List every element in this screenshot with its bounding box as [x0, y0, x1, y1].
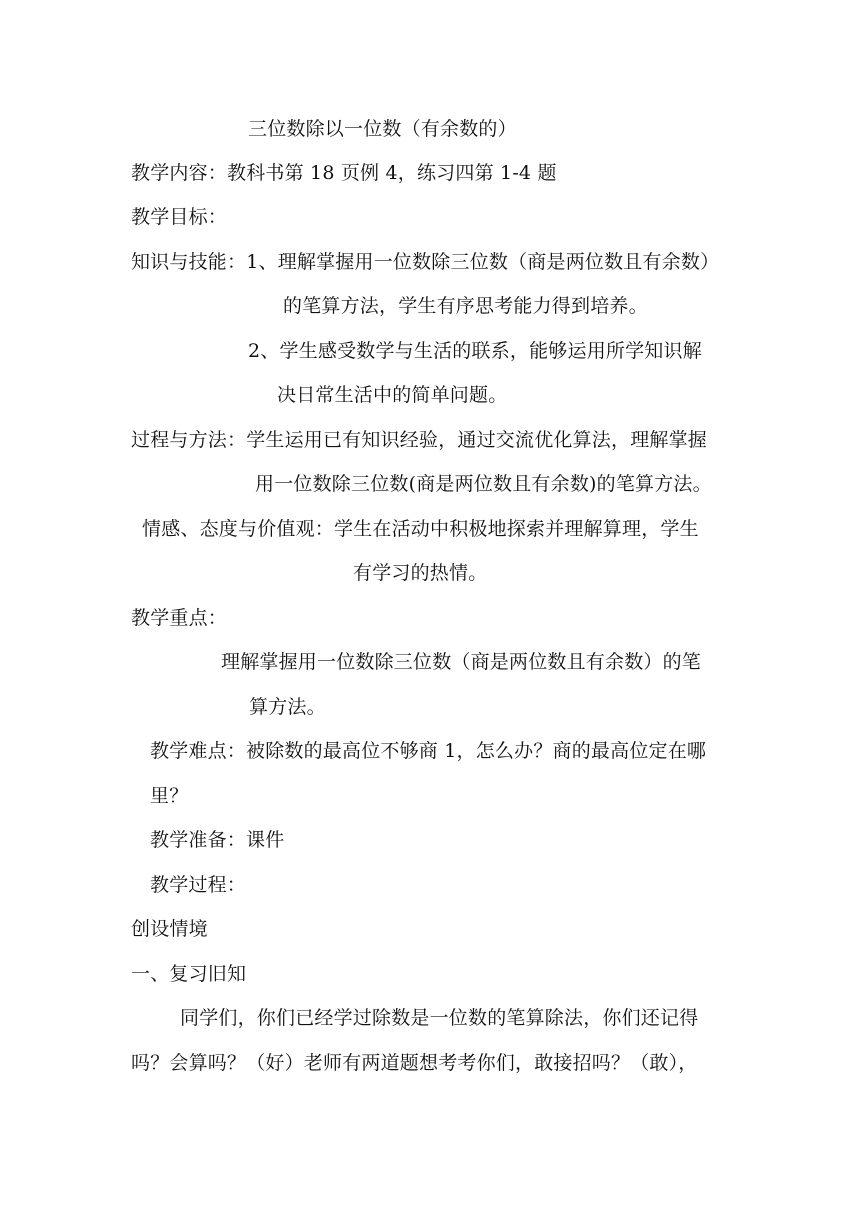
emotion-line-2: 有学习的热情。	[353, 562, 488, 584]
knowledge-skill-line-3: 2、学生感受数学与生活的联系，能够运用所学知识解	[248, 340, 702, 362]
review-heading: 一、复习旧知	[131, 963, 247, 985]
knowledge-skill-line-4: 决日常生活中的简单问题。	[277, 384, 508, 406]
document-title: 三位数除以一位数（有余数的）	[248, 118, 517, 140]
teaching-process-heading: 教学过程：	[150, 874, 247, 896]
difficulty-line-2: 里？	[150, 785, 189, 807]
preparation-line: 教学准备：课件	[150, 829, 285, 851]
process-method-line-1: 过程与方法：学生运用已有知识经验，通过交流优化算法，理解掌握	[131, 429, 708, 451]
paragraph-line-1: 同学们，你们已经学过除数是一位数的笔算除法，你们还记得	[180, 1007, 699, 1029]
knowledge-skill-line-1: 知识与技能：1、理解掌握用一位数除三位数（商是两位数且有余数）	[131, 251, 720, 273]
teaching-content: 教学内容：教科书第 18 页例 4，练习四第 1-4 题	[131, 162, 557, 184]
scenario-heading: 创设情境	[131, 918, 208, 940]
key-point-line-2: 算方法。	[249, 696, 326, 718]
emotion-line-1: 情感、态度与价值观：学生在活动中积极地探索并理解算理，学生	[142, 518, 699, 540]
key-point-line-1: 理解掌握用一位数除三位数（商是两位数且有余数）的笔	[221, 651, 702, 673]
key-point-heading: 教学重点：	[131, 607, 228, 629]
paragraph-line-2: 吗？会算吗？（好）老师有两道题想考考你们，敢接招吗？（敢），	[131, 1052, 698, 1074]
process-method-line-2: 用一位数除三位数(商是两位数且有余数)的笔算方法。	[255, 473, 712, 495]
knowledge-skill-line-2: 的笔算方法，学生有序思考能力得到培养。	[283, 295, 648, 317]
goals-heading: 教学目标：	[131, 206, 228, 228]
difficulty-line-1: 教学难点：被除数的最高位不够商 1，怎么办？商的最高位定在哪	[150, 740, 707, 762]
